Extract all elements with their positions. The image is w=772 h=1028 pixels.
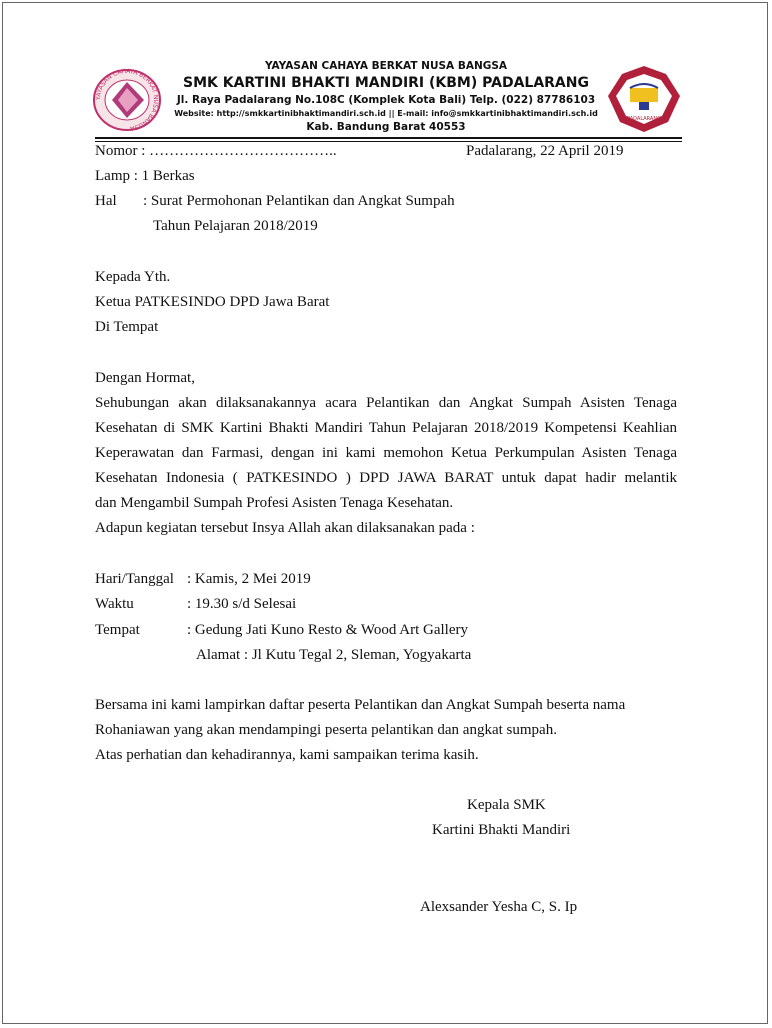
foundation-logo-text: YAYASAN CAHAYA BERKAT NUSA BANGSA bbox=[94, 68, 160, 132]
subject-value-line2: Tahun Pelajaran 2018/2019 bbox=[153, 218, 318, 234]
subject-value: : Surat Permohonan Pelantikan dan Angkat Sumpah bbox=[143, 193, 455, 209]
school-address: Jl. Raya Padalarang No.108C (Komplek Kota Bali) Telp. (022) 87786103 bbox=[176, 94, 596, 106]
body-line: dan Mengambil Sumpah Profesi Asisten Tenaga Kesehatan. bbox=[95, 495, 454, 511]
closing-line3: Atas perhatian dan kehadirannya, kami sampaikan terima kasih. bbox=[95, 747, 479, 763]
school-city: Kab. Bandung Barat 40553 bbox=[306, 121, 466, 133]
event-time-value: : 19.30 s/d Selesai bbox=[187, 596, 297, 612]
subject-label: Hal bbox=[95, 193, 117, 209]
signature-title2: Kartini Bhakti Mandiri bbox=[432, 822, 571, 838]
body-line: Kesehatan Indonesia ( PATKESINDO ) DPD JAWA BARAT untuk dapat hadir melantik bbox=[95, 470, 677, 486]
signature-title1: Kepala SMK bbox=[467, 797, 546, 813]
recipient-line1: Kepada Yth. bbox=[95, 269, 171, 285]
body-line: Keperawatan dan Farmasi, dengan ini kami memohon Ketua Perkumpulan Asisten Tenaga bbox=[95, 445, 677, 461]
school-logo-text: PADALARANG bbox=[627, 116, 661, 122]
header-rule-thick bbox=[95, 137, 682, 139]
event-day-value: : Kamis, 2 Mei 2019 bbox=[187, 571, 311, 587]
body-intro-event: Adapun kegiatan tersebut Insya Allah akan dilaksanakan pada : bbox=[95, 520, 475, 536]
attachment: Lamp : 1 Berkas bbox=[95, 168, 195, 184]
body-line: Kesehatan di SMK Kartini Bhakti Mandiri Tahun Pelajaran 2018/2019 Kompetensi Keahlian bbox=[95, 420, 677, 436]
school-name: SMK KARTINI BHAKTI MANDIRI (KBM) PADALARANG bbox=[183, 75, 589, 91]
event-place-label: Tempat bbox=[95, 622, 140, 638]
school-contact: Website: http://smkkartinibhaktimandiri.sch.id || E-mail: info@smkkartinibhaktimandiri.sch.id bbox=[174, 109, 598, 118]
foundation-name: YAYASAN CAHAYA BERKAT NUSA BANGSA bbox=[264, 60, 508, 72]
recipient-line2: Ketua PATKESINDO DPD Jawa Barat bbox=[95, 294, 330, 310]
letter-date: Padalarang, 22 April 2019 bbox=[466, 143, 624, 159]
event-time-label: Waktu bbox=[95, 596, 134, 612]
closing-line1: Bersama ini kami lampirkan daftar peserta Pelantikan dan Angkat Sumpah beserta nama bbox=[95, 697, 626, 713]
recipient-line3: Di Tempat bbox=[95, 319, 159, 335]
event-day-label: Hari/Tanggal bbox=[95, 571, 174, 587]
letter-number: Nomor : ……………………………….. bbox=[95, 143, 337, 159]
body-line: Sehubungan akan dilaksanakannya acara Pelantikan dan Angkat Sumpah Asisten Tenaga bbox=[95, 395, 677, 411]
greeting: Dengan Hormat, bbox=[95, 370, 195, 386]
closing-line2: Rohaniawan yang akan mendampingi peserta pelantikan dan angkat sumpah. bbox=[95, 722, 557, 738]
event-address: Alamat : Jl Kutu Tegal 2, Sleman, Yogyakarta bbox=[196, 647, 472, 663]
header-rule-thin bbox=[95, 141, 682, 142]
event-place-value: : Gedung Jati Kuno Resto & Wood Art Gallery bbox=[187, 622, 468, 638]
signature-name: Alexsander Yesha C, S. Ip bbox=[420, 899, 578, 915]
